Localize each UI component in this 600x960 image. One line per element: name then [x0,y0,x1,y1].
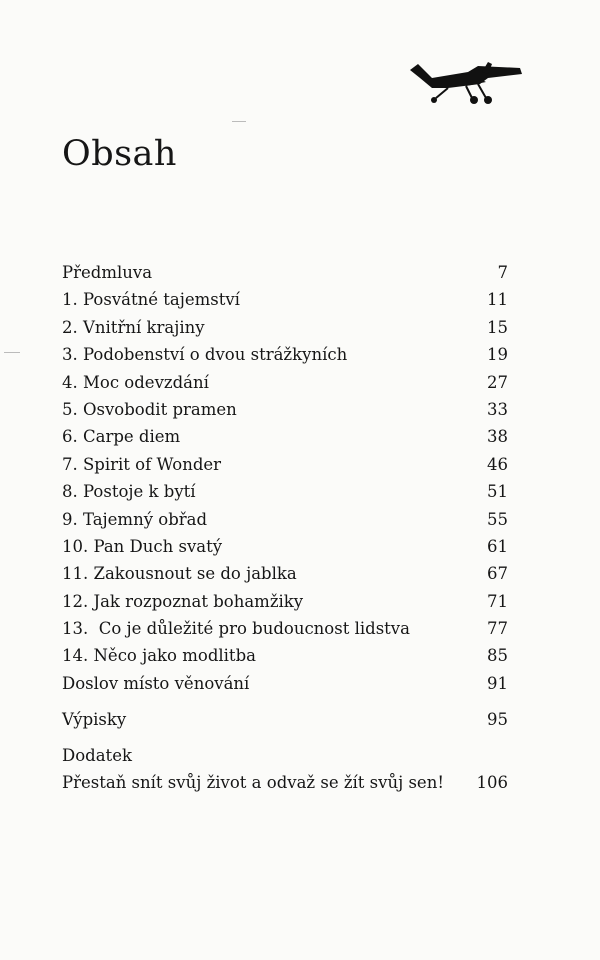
scan-mark [232,121,246,122]
toc-section-heading [62,742,508,769]
entry-label: 11. Zakousnout se do jablka [62,564,297,584]
toc-entry [62,642,508,669]
toc-entry [62,706,508,733]
toc-entry [62,369,508,396]
toc-entry [62,314,508,341]
entry-label: Dodatek [62,745,132,765]
entry-page: 46 [487,454,508,474]
scan-mark [4,352,20,353]
entry-label: 5. Osvobodit pramen [62,399,237,419]
entry-page: 71 [487,591,508,611]
toc-entry [62,396,508,423]
toc-entry [62,615,508,642]
entry-page: 38 [487,427,508,447]
entry-page: 61 [487,536,508,556]
toc-entry [62,478,508,505]
entry-page: 85 [487,646,508,666]
entry-label: 7. Spirit of Wonder [62,454,222,474]
airplane-icon [408,58,524,108]
entry-page: 77 [487,619,508,639]
toc-entry [62,286,508,313]
toc-entry [62,259,508,286]
entry-label: 13. Co je důležité pro budoucnost lidstva [62,619,410,639]
toc-entry [62,533,508,560]
entry-label: 14. Něco jako modlitba [62,646,256,666]
toc-entry [62,670,508,697]
entry-page: 15 [487,317,508,337]
entry-label: 2. Vnitřní krajiny [62,317,205,337]
entry-label: 3. Podobenství o dvou strážkyních [62,345,348,365]
entry-label: 12. Jak rozpoznat bohamžiky [62,591,304,611]
entry-label: Výpisky [62,709,127,729]
toc-entry [62,560,508,587]
entry-label: Předmluva [62,263,153,282]
toc-entry [62,588,508,615]
entry-label: Přestaň snít svůj život a odvaž se žít svůj sen! [62,773,444,793]
toc-entry [62,451,508,478]
entry-label: 6. Carpe diem [62,427,181,447]
entry-page: 51 [487,482,508,502]
toc-entry [62,506,508,533]
page-title: Obsah [62,134,177,174]
entry-page: 91 [487,673,508,693]
entry-page: 19 [487,345,508,365]
entry-page: 67 [487,564,508,584]
toc-entry [62,769,508,796]
entry-page: 7 [497,263,508,282]
entry-label: 4. Moc odevzdání [62,372,209,392]
entry-page: 33 [487,399,508,419]
toc-entry [62,423,508,450]
entry-label: 1. Posvátné tajemství [62,290,240,310]
entry-page: 106 [476,773,508,793]
entry-label: 10. Pan Duch svatý [62,536,223,556]
toc-entry [62,341,508,368]
entry-page: 11 [487,290,508,310]
entry-page: 27 [487,372,508,392]
entry-label: 9. Tajemný obřad [62,509,208,529]
entry-label: 8. Postoje k bytí [62,482,196,502]
entry-label: Doslov místo věnování [62,673,250,693]
entry-page: 55 [487,509,508,529]
table-of-contents [62,259,508,796]
entry-page: 95 [487,709,508,729]
